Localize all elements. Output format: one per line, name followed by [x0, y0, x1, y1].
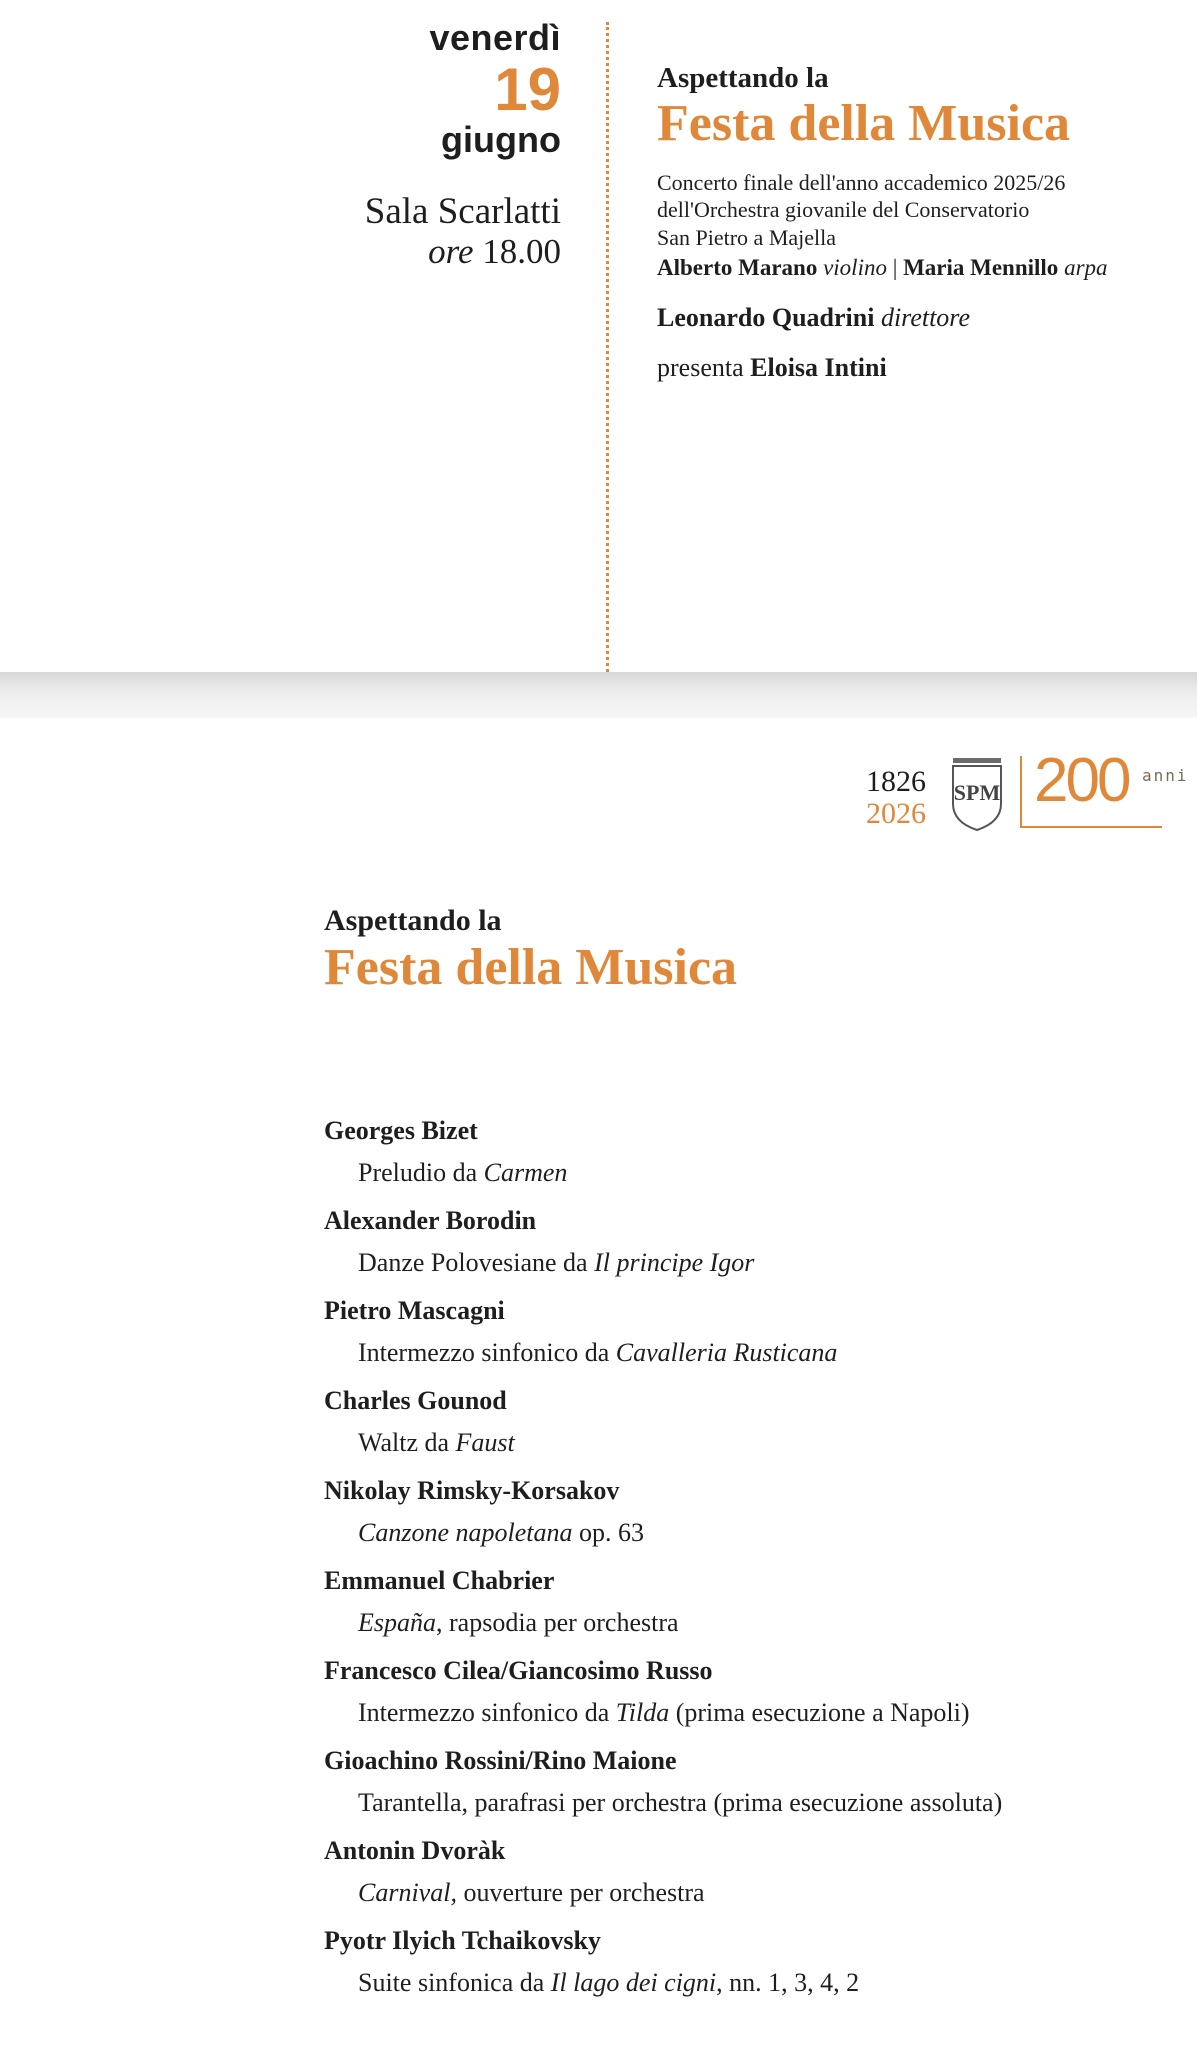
work-title-italic: Il principe Igor	[594, 1248, 755, 1277]
program-entry	[324, 1110, 1184, 1200]
work-title-italic: Carmen	[483, 1158, 568, 1187]
conservatory-crest-icon	[947, 756, 1007, 832]
time	[365, 233, 561, 272]
work-title-italic: Carnival,	[358, 1878, 457, 1907]
event-title: Festa della Musica	[657, 95, 1071, 153]
composer-name: Nikolay Rimsky-Korsakov	[324, 1476, 620, 1505]
soloist-role: arpa	[1064, 255, 1108, 281]
anniversary-years	[866, 766, 926, 829]
presenter-prefix: presenta	[657, 352, 744, 382]
soloist-name: Alberto Marano	[657, 255, 818, 281]
work-title-text: Suite sinfonica da	[358, 1968, 551, 1997]
program-title: Festa della Musica	[324, 938, 738, 996]
anniversary-number: 200	[1034, 746, 1129, 815]
work-title-text: ouverture per orchestra	[456, 1878, 705, 1907]
program-entry	[324, 1920, 1184, 2010]
composer-name: Pyotr Ilyich Tchaikovsky	[324, 1926, 601, 1955]
work-title-text: Danze Polovesiane da	[358, 1248, 595, 1277]
program-entry	[324, 1290, 1184, 1380]
work-title-italic: Tilda	[615, 1698, 670, 1727]
work-title-text: Preludio da	[358, 1158, 484, 1187]
composer-name: Emmanuel Chabrier	[324, 1566, 555, 1595]
dotted-divider	[606, 22, 609, 672]
description-line: San Pietro a Majella	[657, 224, 837, 250]
crest-text: SPM	[953, 780, 1001, 805]
composer-name: Pietro Mascagni	[324, 1296, 505, 1325]
soloists	[657, 253, 1177, 283]
work-title-italic: España	[358, 1608, 436, 1637]
work-title-italic: Cavalleria Rusticana	[615, 1338, 838, 1367]
event-details	[657, 62, 1177, 383]
event-description	[657, 169, 1177, 252]
work-title	[324, 1602, 1184, 1650]
page-separator	[0, 672, 1197, 718]
program-entry	[324, 1380, 1184, 1470]
anniversary-word: anni	[1142, 766, 1189, 785]
weekday: venerdì	[429, 17, 561, 58]
day-number: 19	[494, 56, 561, 123]
program-entry	[324, 1740, 1184, 1830]
work-title	[324, 1332, 1184, 1380]
work-title-italic: Canzone napoletana	[358, 1518, 573, 1547]
work-title	[324, 1512, 1184, 1560]
presenter	[657, 353, 1177, 383]
composer-name: Charles Gounod	[324, 1386, 507, 1415]
work-title	[324, 1782, 1184, 1830]
pre-title: Aspettando la	[657, 62, 829, 94]
program-page	[0, 718, 1197, 2048]
composer-name: Antonin Dvoràk	[324, 1836, 506, 1865]
work-title-text: (prima esecuzione a Napoli)	[669, 1698, 970, 1727]
work-title	[324, 1962, 1184, 2010]
work-title-text: Intermezzo sinfonico da	[358, 1338, 616, 1367]
program-entry	[324, 1830, 1184, 1920]
month: giugno	[441, 119, 561, 160]
composer-name: Alexander Borodin	[324, 1206, 537, 1235]
program-header	[324, 904, 737, 996]
composer-name: Francesco Cilea/Giancosimo Russo	[324, 1656, 713, 1685]
work-title	[324, 1872, 1184, 1920]
director-role: direttore	[880, 302, 970, 332]
work-title-italic: Faust	[455, 1428, 515, 1457]
description-line: Concerto finale dell'anno accademico 2025/26	[657, 169, 1066, 195]
program-entry	[324, 1200, 1184, 1290]
work-title-italic: Il lago dei cigni	[550, 1968, 717, 1997]
work-title-text: Intermezzo sinfonico da	[358, 1698, 616, 1727]
work-title	[324, 1242, 1184, 1290]
year-end: 2026	[866, 796, 926, 830]
composer-name: Gioachino Rossini/Rino Maione	[324, 1746, 677, 1775]
year-start: 1826	[866, 765, 926, 798]
anniversary-frame	[1020, 746, 1162, 828]
composer-name: Georges Bizet	[324, 1116, 478, 1145]
separator: |	[892, 255, 898, 281]
time-prefix: ore	[428, 231, 474, 271]
work-title	[324, 1152, 1184, 1200]
program-list	[324, 1110, 1184, 2010]
anniversary-logo	[862, 746, 1192, 846]
soloist-name: Maria Mennillo	[903, 255, 1059, 281]
description-line: dell'Orchestra giovanile del Conservatorio	[657, 197, 1030, 223]
date-block	[364, 17, 561, 271]
director	[657, 303, 1177, 333]
program-entry	[324, 1470, 1184, 1560]
work-title-text: , nn. 1, 3, 4, 2	[716, 1968, 860, 1997]
soloist-role: violino	[823, 255, 887, 281]
work-title-text: op. 63	[572, 1518, 644, 1547]
work-title	[324, 1692, 1184, 1740]
program-pre-title: Aspettando la	[324, 904, 502, 937]
work-title-text: , rapsodia per orchestra	[436, 1608, 679, 1637]
work-title	[324, 1422, 1184, 1470]
venue: Sala Scarlatti	[364, 191, 561, 232]
presenter-name: Eloisa Intini	[750, 352, 887, 382]
time-value: 18.00	[482, 231, 561, 271]
work-title-text: Waltz da	[358, 1428, 456, 1457]
work-title-text: Tarantella, parafrasi per orchestra (prima esecuzione assoluta)	[358, 1788, 1003, 1817]
program-entry	[324, 1650, 1184, 1740]
program-entry	[324, 1560, 1184, 1650]
director-name: Leonardo Quadrini	[657, 302, 875, 332]
invitation-page	[0, 0, 1197, 672]
